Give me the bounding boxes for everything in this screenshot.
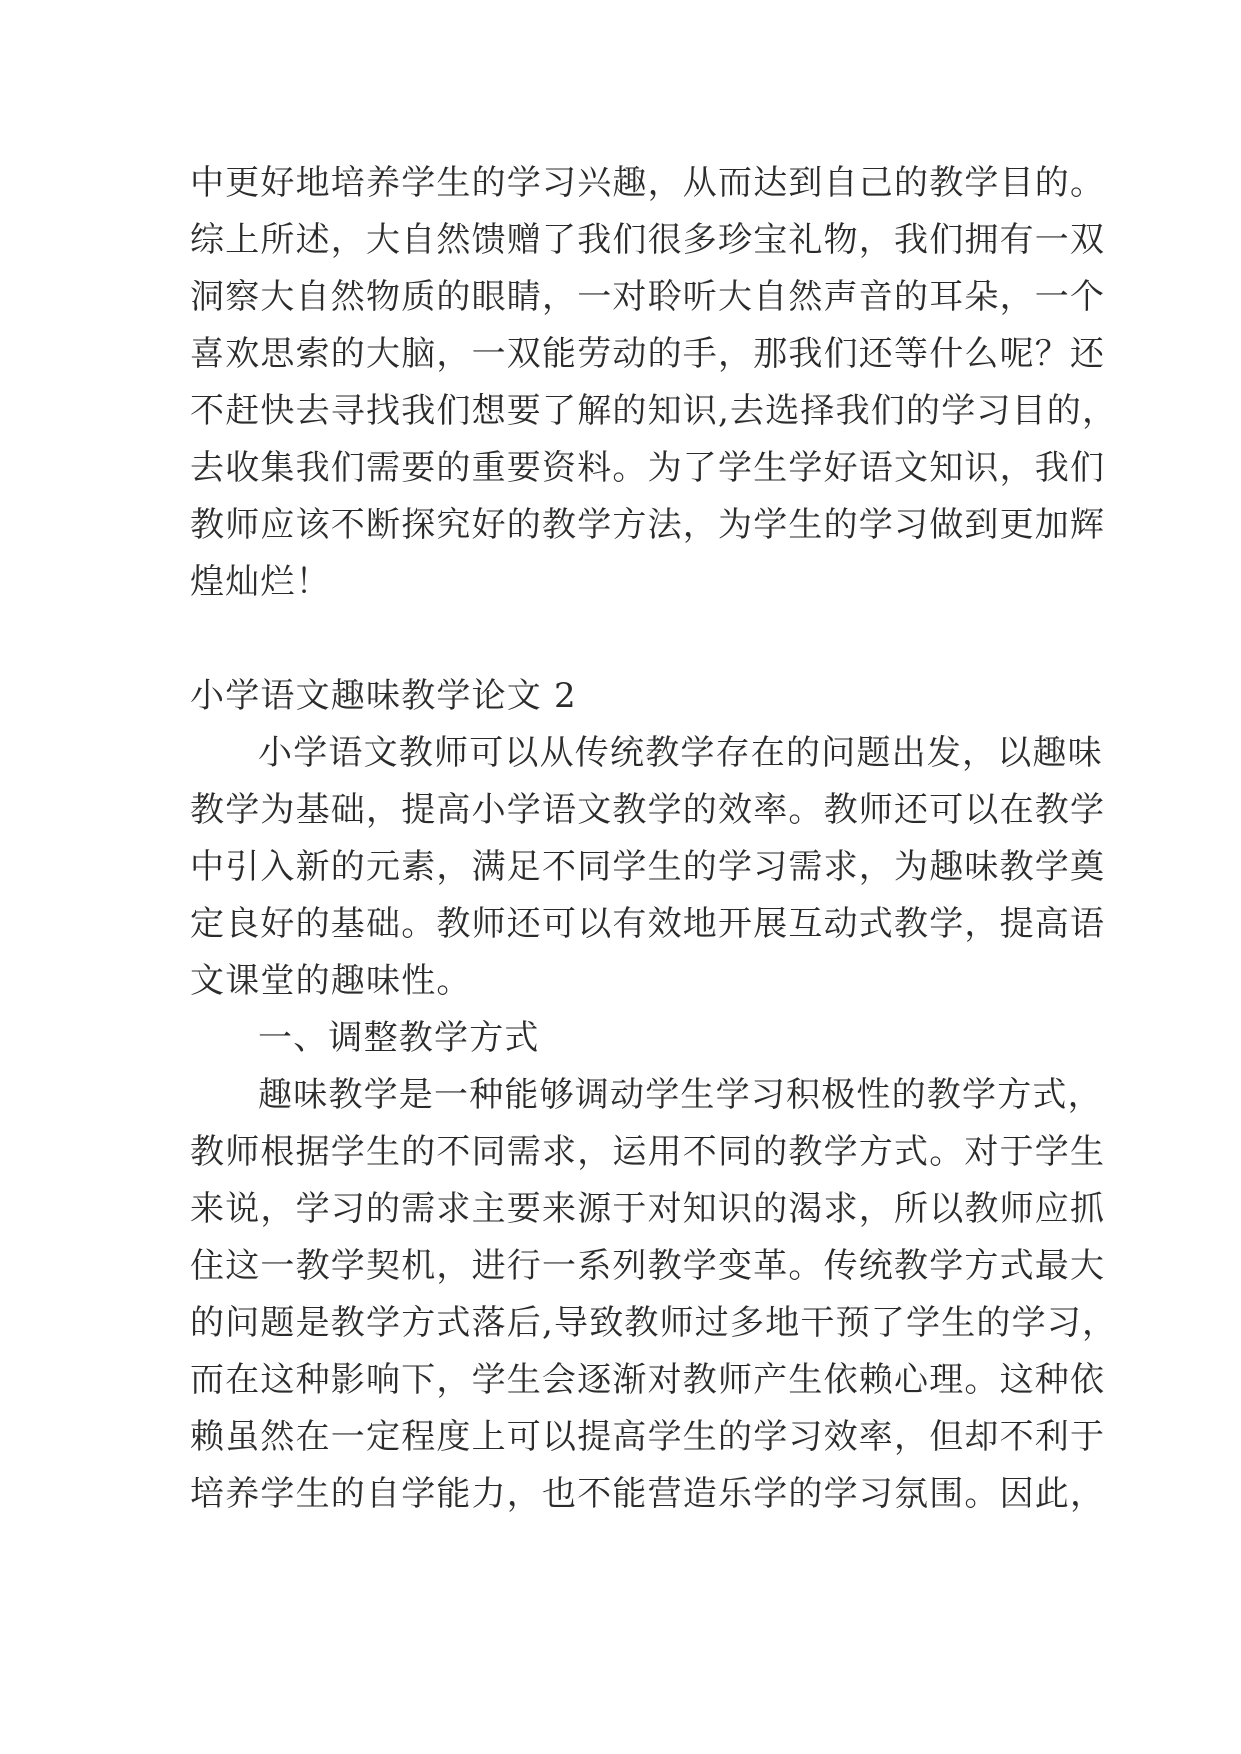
paragraph-line: 教师根据学生的不同需求，运用不同的教学方式。对于学生 xyxy=(190,1132,1106,1172)
top-paragraph xyxy=(190,155,1118,611)
body-paragraph xyxy=(190,1067,1118,1523)
paragraph-line: 去收集我们需要的重要资料。为了学生学好语文知识，我们 xyxy=(190,448,1106,488)
paragraph-line: 不赶快去寻找我们想要了解的知识,去选择我们的学习目的， xyxy=(190,391,1118,431)
paragraph-line: 洞察大自然物质的眼睛，一对聆听大自然声音的耳朵，一个 xyxy=(190,277,1106,317)
paragraph-line: 培养学生的自学能力，也不能营造乐学的学习氛围。因此， xyxy=(190,1474,1106,1514)
intro-paragraph xyxy=(190,725,1106,1010)
paragraph-line: 喜欢思索的大脑，一双能劳动的手，那我们还等什么呢？还 xyxy=(190,334,1106,374)
paragraph-line: 的问题是教学方式落后,导致教师过多地干预了学生的学习， xyxy=(190,1303,1118,1343)
subheading: 一、调整教学方式 xyxy=(258,1018,540,1058)
paragraph-line: 中更好地培养学生的学习兴趣，从而达到自己的教学目的。 xyxy=(190,163,1106,203)
paragraph-line: 教学为基础，提高小学语文教学的效率。教师还可以在教学 xyxy=(190,790,1106,830)
paragraph-line: 文课堂的趣味性。 xyxy=(190,961,472,1001)
paragraph-line: 中引入新的元素，满足不同学生的学习需求，为趣味教学奠 xyxy=(190,847,1106,887)
paragraph-line: 定良好的基础。教师还可以有效地开展互动式教学，提高语 xyxy=(190,904,1106,944)
paragraph-line: 煌灿烂！ xyxy=(190,562,331,602)
paragraph-line: 赖虽然在一定程度上可以提高学生的学习效率，但却不利于 xyxy=(190,1417,1106,1457)
paragraph-line: 综上所述，大自然馈赠了我们很多珍宝礼物，我们拥有一双 xyxy=(190,220,1106,260)
section-title: 小学语文趣味教学论文 2 xyxy=(190,676,577,716)
paragraph-line: 趣味教学是一种能够调动学生学习积极性的教学方式， xyxy=(258,1075,1103,1115)
paragraph-line: 教师应该不断探究好的教学方法，为学生的学习做到更加辉 xyxy=(190,505,1106,545)
paragraph-line: 住这一教学契机，进行一系列教学变革。传统教学方式最大 xyxy=(190,1246,1106,1286)
paragraph-line: 小学语文教师可以从传统教学存在的问题出发，以趣味 xyxy=(258,733,1103,773)
paragraph-line: 来说，学习的需求主要来源于对知识的渴求，所以教师应抓 xyxy=(190,1189,1106,1229)
document-page xyxy=(190,155,1118,1523)
paragraph-line: 而在这种影响下，学生会逐渐对教师产生依赖心理。这种依 xyxy=(190,1360,1106,1400)
